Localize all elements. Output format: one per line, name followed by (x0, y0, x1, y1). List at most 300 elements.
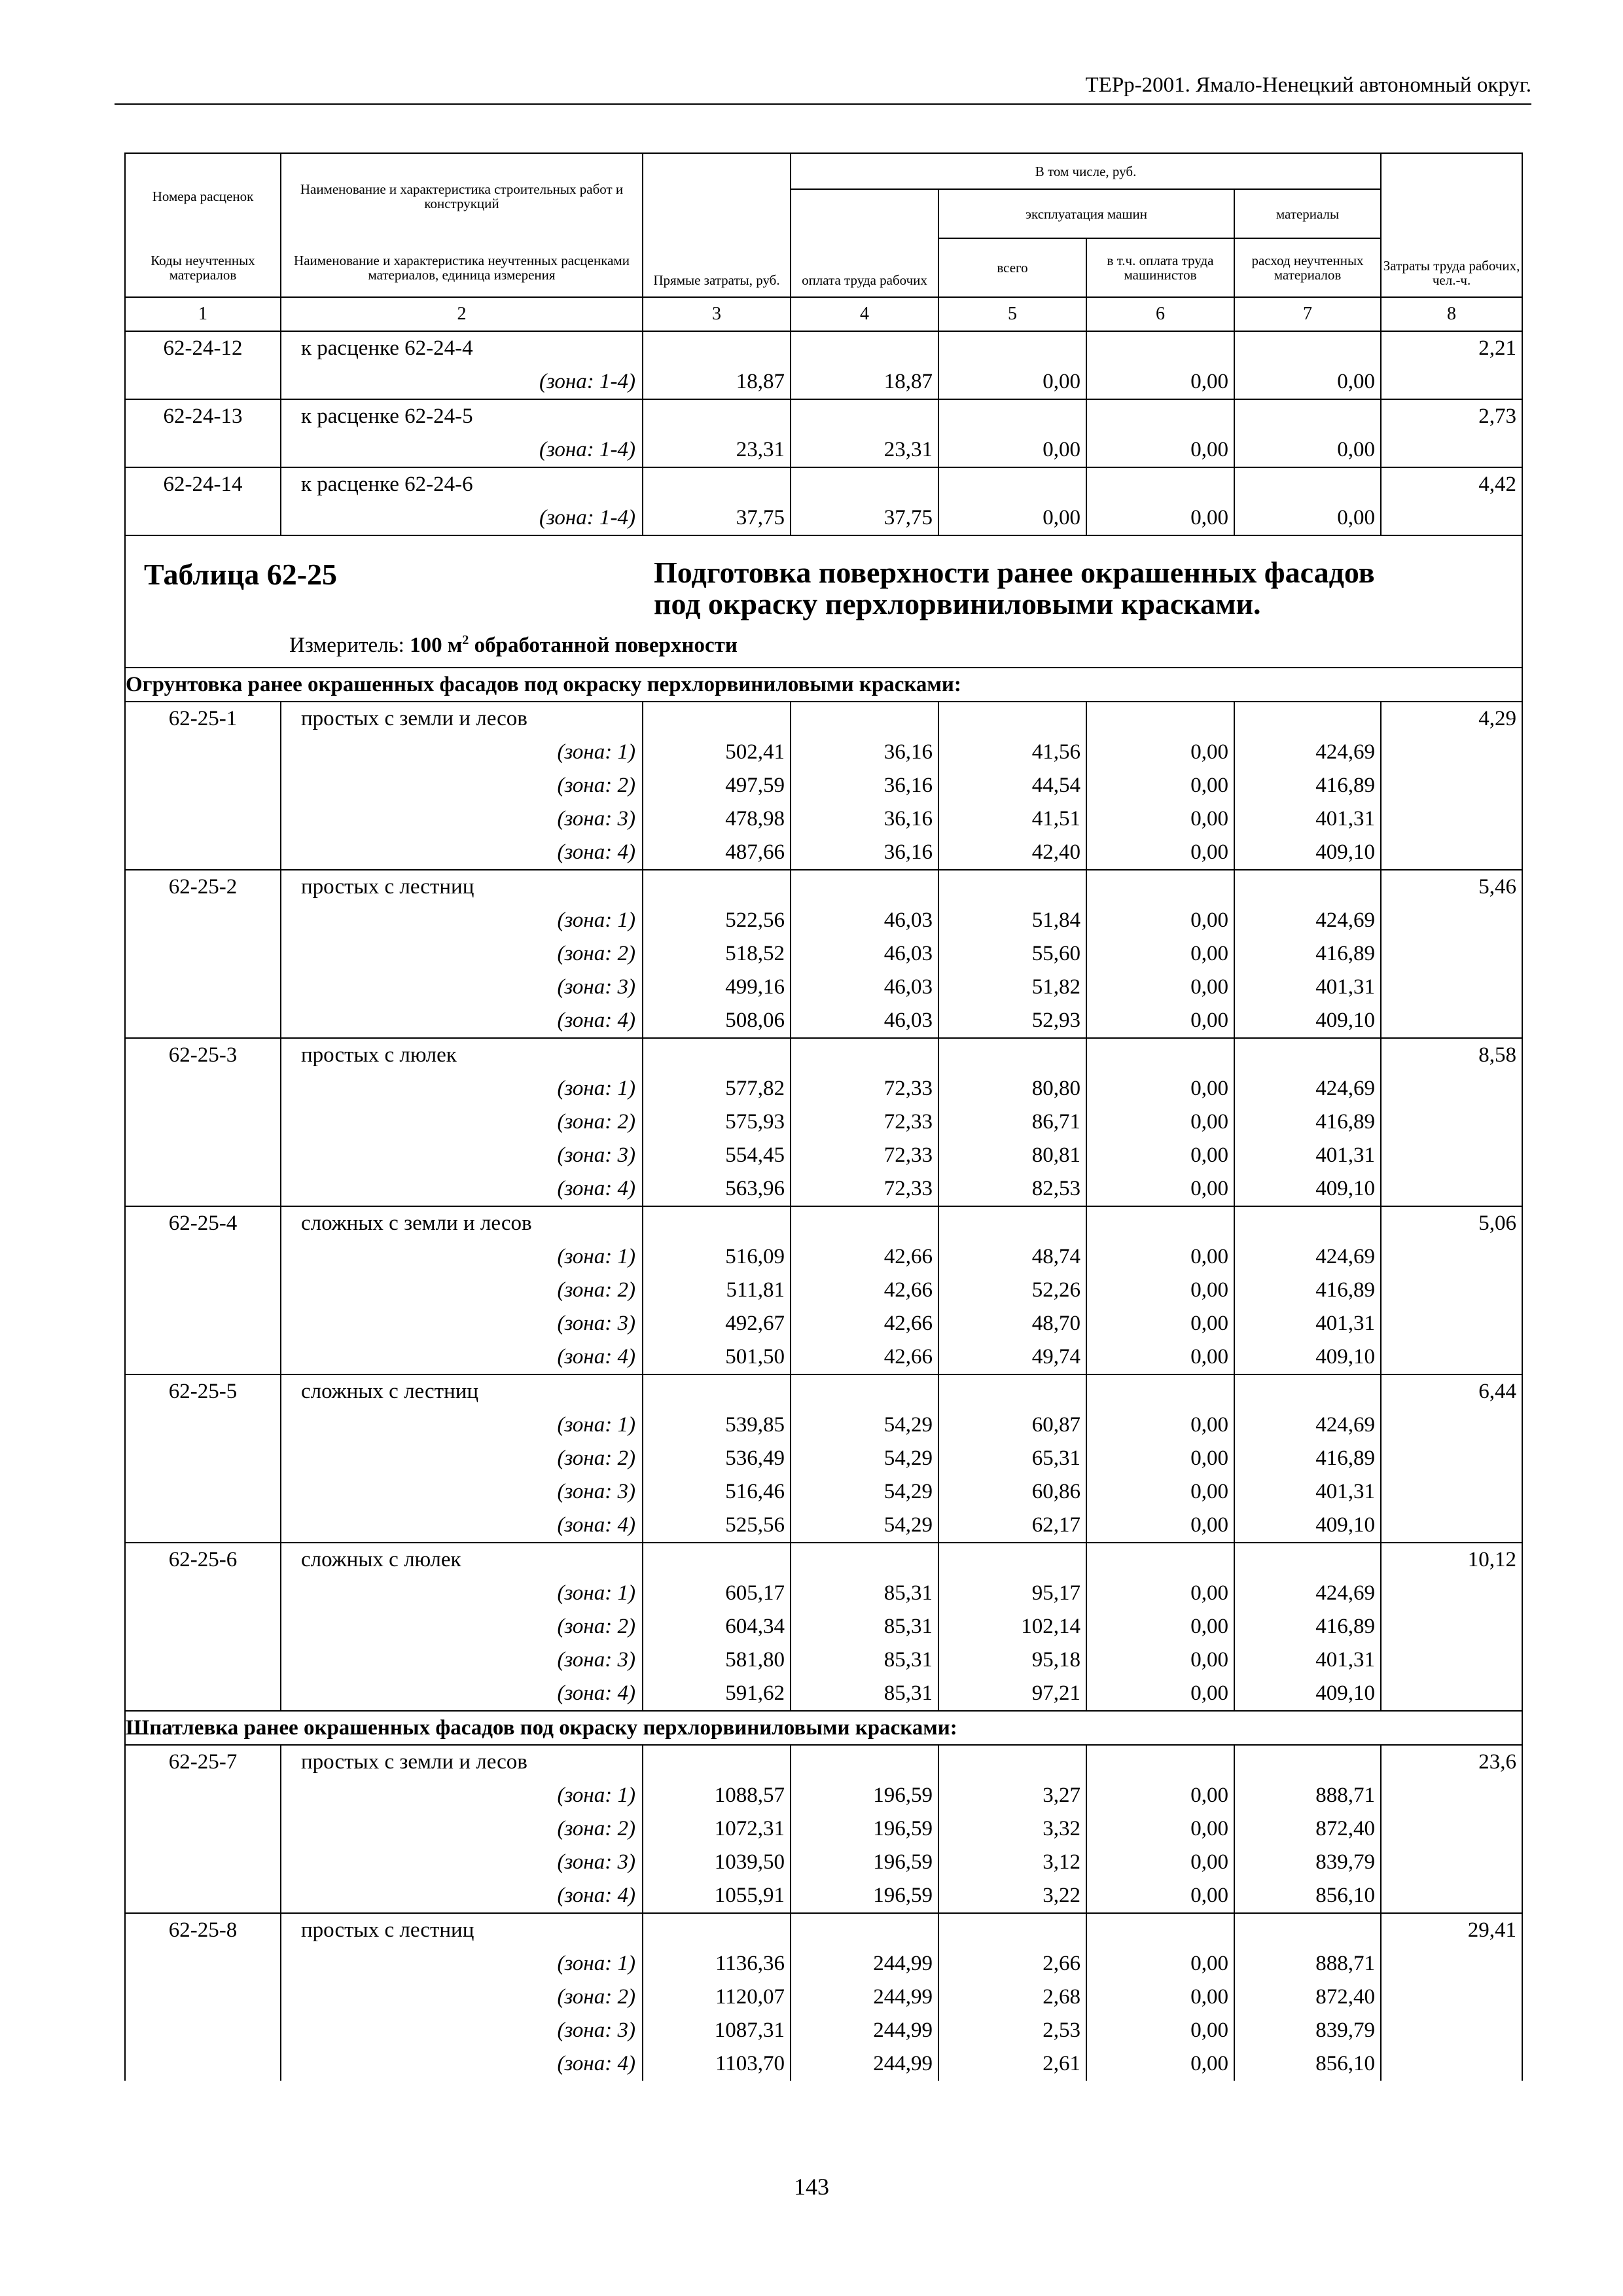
labor-pay-value: 46,03 (791, 904, 938, 937)
machines-total-value: 52,93 (938, 1004, 1086, 1038)
zone-label: (зона: 4) (281, 836, 643, 870)
empty-cell (1234, 1374, 1381, 1408)
zone-label: (зона: 1) (281, 1072, 643, 1105)
zone-label: (зона: 2) (281, 1105, 643, 1139)
machines-total-value: 0,00 (938, 365, 1086, 399)
direct-costs-value: 492,67 (643, 1307, 791, 1340)
measurement-prefix: Измеритель: (289, 634, 404, 657)
empty-cell (938, 467, 1086, 501)
machines-total-value: 42,40 (938, 836, 1086, 870)
empty-cell (791, 399, 938, 433)
rate-item-row (125, 1038, 1522, 1072)
empty-cell (643, 467, 791, 501)
machinist-pay-value: 0,00 (1086, 836, 1234, 870)
rate-name: к расценке 62-24-5 (281, 399, 643, 433)
empty-cell (791, 1745, 938, 1779)
zone-row (125, 1509, 1522, 1543)
empty-cell (938, 1374, 1086, 1408)
rate-name: простых с люлек (281, 1038, 643, 1072)
material-usage-value: 424,69 (1234, 1240, 1381, 1274)
machinist-pay-value: 0,00 (1086, 1677, 1234, 1711)
direct-costs-value: 563,96 (643, 1172, 791, 1206)
direct-costs-value: 591,62 (643, 1677, 791, 1711)
direct-costs-value: 511,81 (643, 1274, 791, 1307)
rate-name: к расценке 62-24-6 (281, 467, 643, 501)
labor-cost: 4,42 (1381, 467, 1522, 535)
labor-pay-value: 85,31 (791, 1643, 938, 1677)
header-materials: материалы (1234, 189, 1381, 238)
empty-cell (791, 1374, 938, 1408)
running-header: ТЕРр-2001. Ямало-Ненецкий автономный округ. (1085, 73, 1531, 97)
empty-cell (1234, 1038, 1381, 1072)
labor-cost: 4,29 (1381, 702, 1522, 870)
header-labor-costs: Затраты труда рабочих, чел.-ч. (1381, 153, 1522, 297)
empty-cell (1234, 399, 1381, 433)
zone-row (125, 1408, 1522, 1442)
machinist-pay-value: 0,00 (1086, 1340, 1234, 1374)
empty-cell (643, 1374, 791, 1408)
header-material-codes: Коды неучтенных материалов (125, 238, 281, 297)
zone-label: (зона: 3) (281, 971, 643, 1004)
labor-pay-value: 42,66 (791, 1240, 938, 1274)
header-work-name: Наименование и характеристика строительных работ и конструкций (281, 153, 643, 238)
zone-row (125, 365, 1522, 399)
header-machine-operation: эксплуатация машин (938, 189, 1234, 238)
machinist-pay-value: 0,00 (1086, 1105, 1234, 1139)
material-usage-value: 0,00 (1234, 501, 1381, 535)
empty-cell (643, 399, 791, 433)
column-number: 6 (1086, 297, 1234, 331)
labor-cost: 6,44 (1381, 1374, 1522, 1543)
header-material-usage: расход неучтенных материалов (1234, 238, 1381, 297)
zone-label: (зона: 1) (281, 1408, 643, 1442)
labor-pay-value: 244,99 (791, 1981, 938, 2014)
zone-row (125, 1643, 1522, 1677)
labor-pay-value: 85,31 (791, 1610, 938, 1643)
machines-total-value: 60,86 (938, 1475, 1086, 1509)
empty-cell (938, 1745, 1086, 1779)
zone-label: (зона: 3) (281, 2014, 643, 2047)
labor-cost: 23,6 (1381, 1745, 1522, 1913)
zone-label: (зона: 1-4) (281, 501, 643, 535)
material-usage-value: 416,89 (1234, 1105, 1381, 1139)
empty-cell (643, 1543, 791, 1577)
direct-costs-value: 575,93 (643, 1105, 791, 1139)
material-usage-value: 416,89 (1234, 937, 1381, 971)
direct-costs-value: 501,50 (643, 1340, 791, 1374)
labor-pay-value: 37,75 (791, 501, 938, 535)
zone-label: (зона: 2) (281, 937, 643, 971)
zone-row (125, 836, 1522, 870)
machines-total-value: 95,18 (938, 1643, 1086, 1677)
labor-pay-value: 244,99 (791, 1947, 938, 1981)
empty-cell (791, 1038, 938, 1072)
direct-costs-value: 1039,50 (643, 1846, 791, 1879)
material-usage-value: 401,31 (1234, 1139, 1381, 1172)
labor-pay-value: 72,33 (791, 1139, 938, 1172)
labor-cost: 5,06 (1381, 1206, 1522, 1374)
machines-total-value: 2,68 (938, 1981, 1086, 2014)
zone-label: (зона: 4) (281, 1340, 643, 1374)
empty-cell (643, 1913, 791, 1947)
machinist-pay-value: 0,00 (1086, 1610, 1234, 1643)
rate-name: к расценке 62-24-4 (281, 331, 643, 365)
rate-item-row (125, 1745, 1522, 1779)
machines-total-value: 65,31 (938, 1442, 1086, 1475)
zone-row (125, 971, 1522, 1004)
zone-row (125, 769, 1522, 802)
zone-label: (зона: 4) (281, 2047, 643, 2081)
labor-cost: 10,12 (1381, 1543, 1522, 1711)
empty-cell (938, 1206, 1086, 1240)
direct-costs-value: 508,06 (643, 1004, 791, 1038)
empty-cell (1086, 1038, 1234, 1072)
empty-cell (1086, 467, 1234, 501)
rate-item-row (125, 870, 1522, 904)
rate-code: 62-24-12 (125, 331, 281, 399)
direct-costs-value: 518,52 (643, 937, 791, 971)
machinist-pay-value: 0,00 (1086, 1981, 1234, 2014)
zone-row (125, 1072, 1522, 1105)
zone-label: (зона: 3) (281, 1139, 643, 1172)
zone-row (125, 1340, 1522, 1374)
header-including-group: В том числе, руб. (791, 153, 1381, 189)
labor-pay-value: 36,16 (791, 836, 938, 870)
material-usage-value: 424,69 (1234, 1408, 1381, 1442)
rate-code: 62-25-6 (125, 1543, 281, 1711)
zone-label: (зона: 3) (281, 802, 643, 836)
empty-cell (791, 1206, 938, 1240)
labor-pay-value: 196,59 (791, 1812, 938, 1846)
machines-total-value: 3,27 (938, 1779, 1086, 1812)
measurement-exponent: 2 (462, 633, 469, 647)
labor-pay-value: 85,31 (791, 1577, 938, 1610)
empty-cell (643, 1038, 791, 1072)
zone-row (125, 433, 1522, 467)
empty-cell (938, 1543, 1086, 1577)
machines-total-value: 2,61 (938, 2047, 1086, 2081)
rate-item-row (125, 702, 1522, 736)
zone-label: (зона: 1-4) (281, 365, 643, 399)
top-items-body (125, 331, 1522, 535)
empty-cell (1086, 1206, 1234, 1240)
material-usage-value: 416,89 (1234, 1274, 1381, 1307)
direct-costs-value: 1055,91 (643, 1879, 791, 1913)
machines-total-value: 52,26 (938, 1274, 1086, 1307)
material-usage-value: 409,10 (1234, 836, 1381, 870)
empty-cell (643, 870, 791, 904)
zone-label: (зона: 3) (281, 1643, 643, 1677)
machines-total-value: 41,56 (938, 736, 1086, 769)
machinist-pay-value: 0,00 (1086, 1240, 1234, 1274)
rate-code: 62-25-3 (125, 1038, 281, 1206)
machinist-pay-value: 0,00 (1086, 1072, 1234, 1105)
machinist-pay-value: 0,00 (1086, 1139, 1234, 1172)
material-usage-value: 401,31 (1234, 802, 1381, 836)
machinist-pay-value: 0,00 (1086, 1779, 1234, 1812)
header-direct-costs: Прямые затраты, руб. (643, 153, 791, 297)
machinist-pay-value: 0,00 (1086, 1879, 1234, 1913)
machines-total-value: 48,70 (938, 1307, 1086, 1340)
zone-label: (зона: 3) (281, 1475, 643, 1509)
direct-costs-value: 516,46 (643, 1475, 791, 1509)
material-usage-value: 416,89 (1234, 1610, 1381, 1643)
material-usage-value: 888,71 (1234, 1947, 1381, 1981)
zone-row (125, 1442, 1522, 1475)
direct-costs-value: 577,82 (643, 1072, 791, 1105)
table-title-block (125, 535, 1522, 668)
labor-pay-value: 36,16 (791, 769, 938, 802)
empty-cell (643, 1206, 791, 1240)
table-title-line: под окраску перхлорвиниловыми красками. (654, 587, 1261, 620)
direct-costs-value: 1087,31 (643, 2014, 791, 2047)
machinist-pay-value: 0,00 (1086, 365, 1234, 399)
zone-row (125, 1577, 1522, 1610)
header-rate-numbers: Номера расценок (125, 153, 281, 238)
zone-label: (зона: 1) (281, 1577, 643, 1610)
empty-cell (1086, 1745, 1234, 1779)
labor-cost: 29,41 (1381, 1913, 1522, 2081)
rate-name: сложных с земли и лесов (281, 1206, 643, 1240)
material-usage-value: 872,40 (1234, 1981, 1381, 2014)
labor-pay-value: 54,29 (791, 1408, 938, 1442)
direct-costs-value: 525,56 (643, 1509, 791, 1543)
direct-costs-value: 487,66 (643, 836, 791, 870)
empty-cell (1234, 870, 1381, 904)
rate-item-row (125, 467, 1522, 501)
rate-code: 62-25-4 (125, 1206, 281, 1374)
machinist-pay-value: 0,00 (1086, 1846, 1234, 1879)
machines-total-value: 48,74 (938, 1240, 1086, 1274)
rates-table (124, 152, 1523, 2081)
empty-cell (791, 702, 938, 736)
zone-label: (зона: 2) (281, 1610, 643, 1643)
zone-row (125, 1105, 1522, 1139)
zone-label: (зона: 4) (281, 1172, 643, 1206)
empty-cell (1234, 331, 1381, 365)
machines-total-value: 49,74 (938, 1340, 1086, 1374)
machinist-pay-value: 0,00 (1086, 904, 1234, 937)
empty-cell (643, 331, 791, 365)
section-header-row (125, 1711, 1522, 1745)
zone-row (125, 1475, 1522, 1509)
direct-costs-value: 502,41 (643, 736, 791, 769)
machinist-pay-value: 0,00 (1086, 2047, 1234, 2081)
machines-total-value: 2,53 (938, 2014, 1086, 2047)
machinist-pay-value: 0,00 (1086, 1442, 1234, 1475)
labor-pay-value: 72,33 (791, 1172, 938, 1206)
rate-code: 62-25-2 (125, 870, 281, 1038)
machines-total-value: 51,84 (938, 904, 1086, 937)
zone-row (125, 1779, 1522, 1812)
direct-costs-value: 23,31 (643, 433, 791, 467)
empty-cell (643, 702, 791, 736)
rate-code: 62-24-13 (125, 399, 281, 467)
zone-row (125, 1307, 1522, 1340)
rate-item-row (125, 331, 1522, 365)
labor-pay-value: 42,66 (791, 1274, 938, 1307)
labor-pay-value: 85,31 (791, 1677, 938, 1711)
material-usage-value: 401,31 (1234, 1475, 1381, 1509)
empty-cell (1086, 331, 1234, 365)
material-usage-value: 839,79 (1234, 2014, 1381, 2047)
rate-code: 62-24-14 (125, 467, 281, 535)
direct-costs-value: 554,45 (643, 1139, 791, 1172)
direct-costs-value: 1120,07 (643, 1981, 791, 2014)
labor-pay-value: 196,59 (791, 1846, 938, 1879)
empty-cell (1086, 1374, 1234, 1408)
direct-costs-value: 1103,70 (643, 2047, 791, 2081)
empty-cell (938, 399, 1086, 433)
rate-code: 62-25-5 (125, 1374, 281, 1543)
material-usage-value: 401,31 (1234, 971, 1381, 1004)
machinist-pay-value: 0,00 (1086, 1004, 1234, 1038)
table-header (125, 153, 1522, 331)
machines-total-value: 3,12 (938, 1846, 1086, 1879)
zone-label: (зона: 2) (281, 1812, 643, 1846)
labor-pay-value: 244,99 (791, 2014, 938, 2047)
empty-cell (938, 1913, 1086, 1947)
empty-cell (1234, 1206, 1381, 1240)
empty-cell (791, 870, 938, 904)
labor-pay-value: 36,16 (791, 736, 938, 769)
empty-cell (1086, 399, 1234, 433)
labor-pay-value: 23,31 (791, 433, 938, 467)
machinist-pay-value: 0,00 (1086, 1172, 1234, 1206)
direct-costs-value: 1072,31 (643, 1812, 791, 1846)
material-usage-value: 409,10 (1234, 1004, 1381, 1038)
direct-costs-value: 516,09 (643, 1240, 791, 1274)
labor-pay-value: 72,33 (791, 1105, 938, 1139)
rate-code: 62-25-8 (125, 1913, 281, 2081)
machines-total-value: 3,32 (938, 1812, 1086, 1846)
zone-label: (зона: 4) (281, 1677, 643, 1711)
labor-pay-value: 42,66 (791, 1307, 938, 1340)
zone-row (125, 736, 1522, 769)
zone-row (125, 904, 1522, 937)
column-number: 5 (938, 297, 1086, 331)
column-number: 1 (125, 297, 281, 331)
machines-total-value: 80,80 (938, 1072, 1086, 1105)
direct-costs-value: 37,75 (643, 501, 791, 535)
direct-costs-value: 497,59 (643, 769, 791, 802)
zone-row (125, 1172, 1522, 1206)
column-number: 2 (281, 297, 643, 331)
zone-row (125, 2014, 1522, 2047)
rate-code: 62-25-1 (125, 702, 281, 870)
rate-name: простых с лестниц (281, 1913, 643, 1947)
zone-row (125, 1274, 1522, 1307)
labor-pay-value: 54,29 (791, 1475, 938, 1509)
machinist-pay-value: 0,00 (1086, 971, 1234, 1004)
empty-cell (1086, 1913, 1234, 1947)
header-machinist-pay: в т.ч. оплата труда машинистов (1086, 238, 1234, 297)
zone-row (125, 937, 1522, 971)
labor-cost: 5,46 (1381, 870, 1522, 1038)
rate-item-row (125, 1543, 1522, 1577)
machinist-pay-value: 0,00 (1086, 937, 1234, 971)
direct-costs-value: 605,17 (643, 1577, 791, 1610)
rate-name: простых с лестниц (281, 870, 643, 904)
labor-pay-value: 54,29 (791, 1442, 938, 1475)
table-title-line: Подготовка поверхности ранее окрашенных фасадов (654, 556, 1375, 589)
machinist-pay-value: 0,00 (1086, 1509, 1234, 1543)
empty-cell (938, 702, 1086, 736)
rate-code: 62-25-7 (125, 1745, 281, 1913)
machines-total-value: 0,00 (938, 501, 1086, 535)
empty-cell (1234, 1745, 1381, 1779)
empty-cell (1086, 1543, 1234, 1577)
column-number: 4 (791, 297, 938, 331)
machinist-pay-value: 0,00 (1086, 1643, 1234, 1677)
measurement-suffix: обработанной поверхности (474, 634, 738, 657)
machines-total-value: 51,82 (938, 971, 1086, 1004)
material-usage-value: 0,00 (1234, 365, 1381, 399)
header-rule (115, 103, 1531, 105)
machinist-pay-value: 0,00 (1086, 1812, 1234, 1846)
rate-item-row (125, 399, 1522, 433)
material-usage-value: 424,69 (1234, 736, 1381, 769)
zone-label: (зона: 2) (281, 1442, 643, 1475)
machines-total-value: 86,71 (938, 1105, 1086, 1139)
labor-pay-value: 42,66 (791, 1340, 938, 1374)
labor-pay-value: 54,29 (791, 1509, 938, 1543)
zone-label: (зона: 1) (281, 1947, 643, 1981)
zone-label: (зона: 1) (281, 736, 643, 769)
empty-cell (1234, 1543, 1381, 1577)
rate-name: сложных с лестниц (281, 1374, 643, 1408)
rate-name: сложных с люлек (281, 1543, 643, 1577)
zone-label: (зона: 2) (281, 1981, 643, 2014)
direct-costs-value: 1136,36 (643, 1947, 791, 1981)
machinist-pay-value: 0,00 (1086, 1475, 1234, 1509)
zone-row (125, 1610, 1522, 1643)
material-usage-value: 424,69 (1234, 904, 1381, 937)
direct-costs-value: 18,87 (643, 365, 791, 399)
zone-row (125, 2047, 1522, 2081)
machines-total-value: 102,14 (938, 1610, 1086, 1643)
machinist-pay-value: 0,00 (1086, 769, 1234, 802)
machinist-pay-value: 0,00 (1086, 1274, 1234, 1307)
machines-total-value: 44,54 (938, 769, 1086, 802)
machinist-pay-value: 0,00 (1086, 1577, 1234, 1610)
direct-costs-value: 604,34 (643, 1610, 791, 1643)
rate-name: простых с земли и лесов (281, 702, 643, 736)
zone-row (125, 1004, 1522, 1038)
column-number: 8 (1381, 297, 1522, 331)
zone-row (125, 1947, 1522, 1981)
zone-row (125, 501, 1522, 535)
material-usage-value: 872,40 (1234, 1812, 1381, 1846)
column-numbers-row (125, 297, 1522, 331)
empty-cell (791, 1543, 938, 1577)
measurement-unit (289, 633, 738, 658)
zone-row (125, 1981, 1522, 2014)
material-usage-value: 409,10 (1234, 1677, 1381, 1711)
direct-costs-value: 536,49 (643, 1442, 791, 1475)
direct-costs-value: 522,56 (643, 904, 791, 937)
machinist-pay-value: 0,00 (1086, 1307, 1234, 1340)
machines-total-value: 41,51 (938, 802, 1086, 836)
machinist-pay-value: 0,00 (1086, 1408, 1234, 1442)
rate-name: простых с земли и лесов (281, 1745, 643, 1779)
machines-total-value: 60,87 (938, 1408, 1086, 1442)
page-number: 143 (794, 2174, 829, 2200)
zone-row (125, 1139, 1522, 1172)
zone-label: (зона: 4) (281, 1509, 643, 1543)
sections-body (125, 668, 1522, 2081)
labor-pay-value: 244,99 (791, 2047, 938, 2081)
